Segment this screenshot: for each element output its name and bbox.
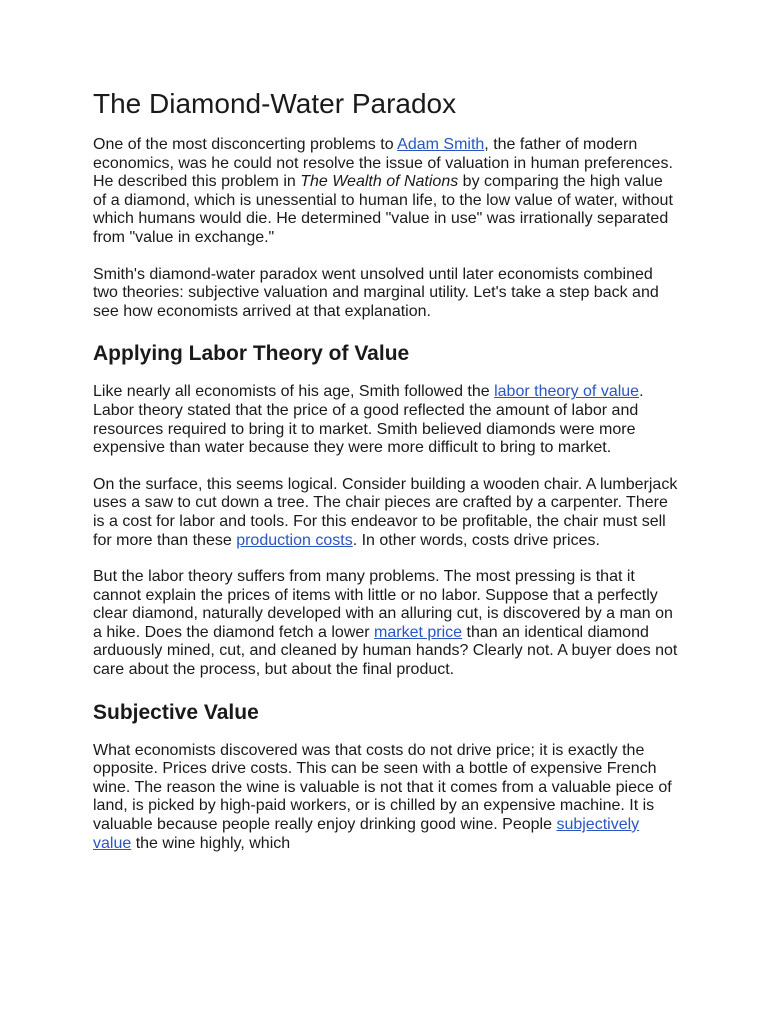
text-run: by comparing the high value of a diamond, which is unessential to human life, to the low value of water, without which humans would die. He determined "value in use" was irrationally separated from "value in exchange." bbox=[93, 173, 673, 246]
text-run: . Labor theory stated that the price of a good reflected the amount of labor and resources required to bring it to market. Smith believed diamonds were more expensive than water because they were more difficult to bring to market. bbox=[93, 383, 644, 457]
text-run: What economists discovered was that costs do not drive price; it is exactly the opposite. Prices drive costs. This can be seen with a bottle of expensive French wine. The reason the wine is valuable is not that it comes from a valuable piece of land, is picked by high-paid workers, or is chilled by an expensive machine. It is valuable because people really enjoy drinking good wine. People bbox=[93, 741, 672, 834]
text-run: the wine highly, which bbox=[131, 834, 291, 852]
text-run: One of the most disconcerting problems to bbox=[93, 136, 398, 153]
section-heading-labor-theory: Applying Labor Theory of Value bbox=[93, 342, 410, 366]
subjective-paragraph-1 bbox=[93, 742, 678, 854]
text-run: Like nearly all economists of his age, Smith followed the bbox=[93, 383, 495, 401]
adam-smith-link[interactable]: Adam Smith bbox=[397, 136, 485, 153]
text-run: . In other words, costs drive prices. bbox=[352, 531, 600, 549]
text-run: On the surface, this seems logical. Consider building a wooden chair. A lumberjack uses a saw to cut down a tree. The chair pieces are crafted by a carpenter. There is a cost for labor and tools. For this endeavor to be profitable, the chair must sell for more than these bbox=[93, 475, 678, 549]
intro-paragraph-1 bbox=[93, 136, 678, 248]
book-title-emphasis: The Wealth of Nations bbox=[300, 173, 459, 191]
text-run: than an identical diamond arduously mined, cut, and cleaned by human hands? Clearly not. A buyer does not care about the process, but about the final product. bbox=[93, 623, 678, 679]
text-run: , the father of modern economics, was he could not resolve the issue of valuation in human preferences. He described this problem in bbox=[93, 136, 673, 191]
production-costs-link[interactable]: production costs bbox=[236, 531, 353, 549]
subjectively-value-link[interactable]: subjectively value bbox=[93, 816, 640, 852]
market-price-link[interactable]: market price bbox=[374, 623, 463, 641]
text-run: But the labor theory suffers from many problems. The most pressing is that it cannot explain the prices of items with little or no labor. Suppose that a perfectly clear diamond, naturally developed with an alluring cut, is discovered by a man on a hike. Does the diamond fetch a lower bbox=[93, 568, 673, 641]
document-page bbox=[93, 84, 678, 871]
labor-paragraph-2 bbox=[93, 476, 678, 550]
page-title: The Diamond-Water Paradox bbox=[93, 88, 457, 119]
section-heading-subjective-value: Subjective Value bbox=[93, 700, 259, 724]
labor-paragraph-3 bbox=[93, 568, 678, 680]
intro-paragraph-2: Smith's diamond-water paradox went unsolved until later economists combined two theories: subjective valuation and marginal utility. Let's take a step back and see how economists arrived at that explanation. bbox=[93, 265, 659, 320]
labor-paragraph-1 bbox=[93, 383, 678, 457]
labor-theory-link[interactable]: labor theory of value bbox=[494, 383, 640, 401]
